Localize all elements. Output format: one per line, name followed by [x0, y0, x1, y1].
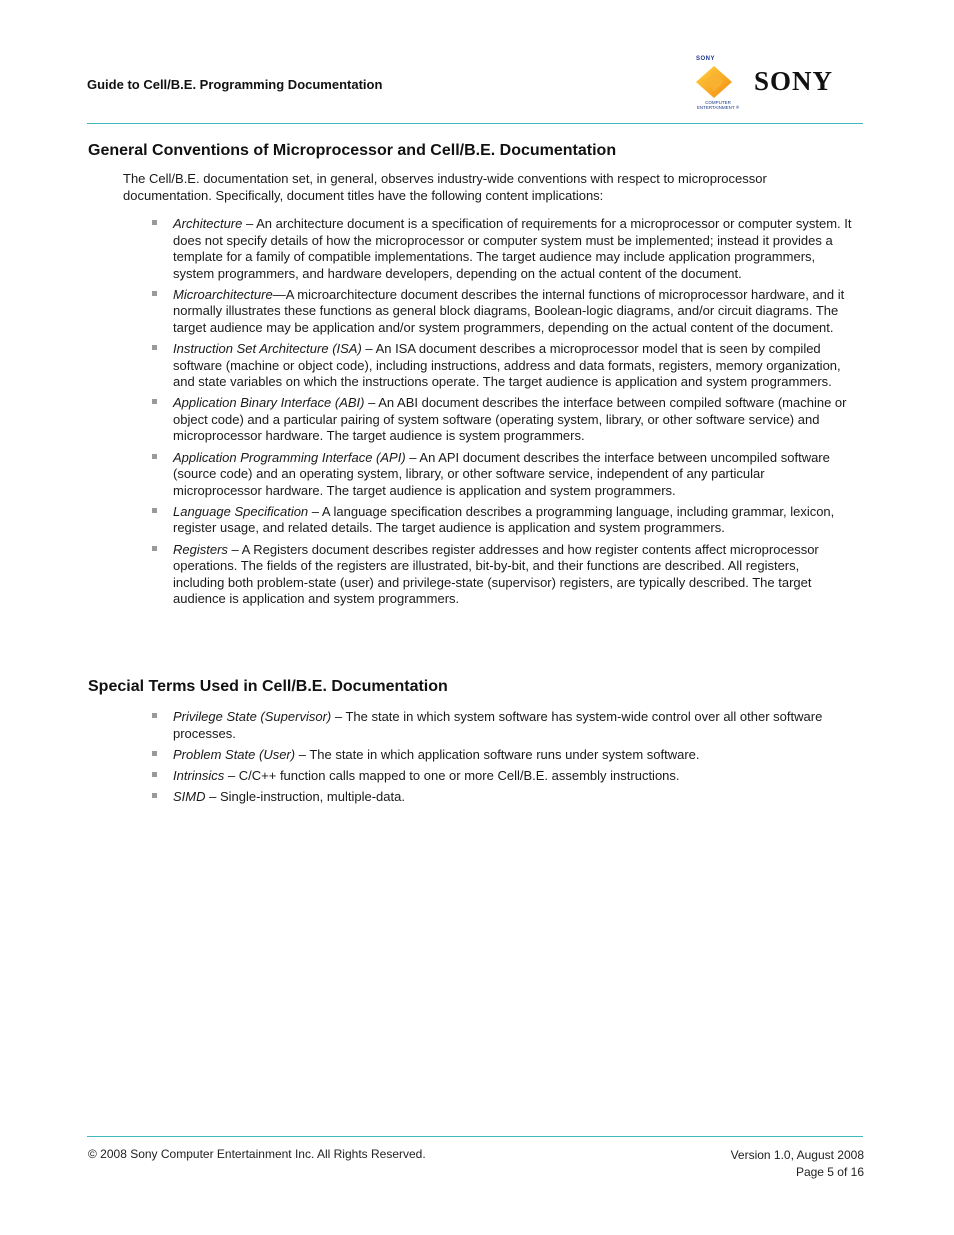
bullet-icon: [152, 220, 157, 225]
separator: –: [205, 789, 220, 805]
logo-area: [690, 54, 870, 114]
document-header-title: Guide to Cell/B.E. Programming Documentation: [87, 77, 383, 92]
bullet-icon: [152, 508, 157, 513]
definition: A microarchitecture document describes the internal functions of microprocessor hardware, and it normally illustrates these functions as general block diagrams, Boolean-logic diagrams, and/or circuit diagrams. The target audience may be application and/or system programmers, depending on the actual content of the document.: [173, 286, 845, 335]
bullet-icon: [152, 772, 157, 777]
separator: –: [405, 449, 420, 465]
bullet-icon: [152, 454, 157, 459]
bullet-icon: [152, 793, 157, 798]
definition: A Registers document describes register addresses and how register contents affect microprocessor operations. The fields of the registers are illustrated, bit-by-bit, and their functions are described. All registers, including both problem-state (user) and privilege-state (supervisor) registers, are typically described. The target audience is application and system programmers.: [173, 541, 819, 607]
footer-version: Version 1.0, August 2008: [730, 1148, 864, 1162]
definition: The state in which application software runs under system software.: [309, 746, 700, 762]
term: SIMD: [173, 789, 206, 805]
definition: An ISA document describes a microprocessor model that is seen by compiled software (machine or object code), including instructions, address and data formats, registers, memory organization, and state variables on which the instructions operate. The target audience is application and system programmers.: [173, 341, 841, 390]
list-item: [152, 542, 852, 608]
separator: –: [331, 709, 346, 724]
term: Microarchitecture: [173, 286, 273, 302]
separator: –: [295, 746, 310, 762]
list-item: [152, 768, 852, 785]
list-item: [152, 709, 852, 742]
definition: An API document describes the interface between uncompiled software (source code) and an operating system, library, or other software service, independent of any particular microprocessor hardware. The target audience is application and system programmers.: [173, 449, 830, 498]
header-rule: [87, 123, 863, 124]
definition: Single-instruction, multiple-data.: [219, 789, 405, 805]
term: Privilege State (Supervisor): [173, 709, 332, 724]
separator: –: [308, 503, 322, 519]
list-item: [152, 450, 852, 500]
bullet-icon: [152, 345, 157, 350]
term: Application Binary Interface (ABI): [173, 395, 365, 411]
sce-logo-subtitle: COMPUTER ENTERTAINMENT ®: [696, 100, 740, 110]
definition: An architecture document is a specification of requirements for a microprocessor or computer system. It does not specify details of how the microprocessor or computer system must be implemented; instead it provides a template for a family of compatible implementations. The target audience may include application programmers, system programmers, and hardware developers, depending on the actual content of the document.: [173, 216, 852, 281]
section-heading-conventions: General Conventions of Microprocessor and Cell/B.E. Documentation: [88, 142, 617, 159]
list-item: [152, 747, 852, 764]
term: Language Specification: [173, 503, 309, 519]
term: Intrinsics: [173, 768, 225, 784]
term: Registers: [173, 541, 228, 557]
separator: –: [242, 216, 257, 231]
list-item: [152, 216, 852, 282]
section-heading-special-terms: Special Terms Used in Cell/B.E. Documentation: [88, 678, 448, 695]
separator: –: [227, 541, 242, 557]
footer-rule: [87, 1136, 863, 1137]
separator: –: [361, 341, 376, 357]
definition: C/C++ function calls mapped to one or more Cell/B.E. assembly instructions.: [238, 768, 680, 784]
list-item: [152, 395, 852, 445]
bullet-icon: [152, 399, 157, 404]
sce-logo-icon: [694, 64, 734, 100]
definition: The state in which system software has system-wide control over all other software processes.: [173, 709, 823, 741]
bullet-icon: [152, 291, 157, 296]
footer-copyright: © 2008 Sony Computer Entertainment Inc. All Rights Reserved.: [88, 1147, 426, 1161]
footer-page-number: Page 5 of 16: [795, 1165, 864, 1179]
conventions-list: [152, 216, 852, 613]
definition: A language specification describes a programming language, including grammar, lexicon, register usage, and related details. The target audience is application and system programmers.: [173, 503, 835, 536]
section-intro: The Cell/B.E. documentation set, in general, observes industry-wide conventions with respect to microprocessor documentation. Specifically, document titles have the following content implications:: [123, 171, 767, 203]
list-item: [152, 341, 852, 391]
footer-info: [731, 1147, 864, 1181]
list-item: [152, 504, 852, 537]
list-item: [152, 287, 852, 337]
sony-logo: SONY: [754, 66, 834, 96]
bullet-icon: [152, 546, 157, 551]
term: Problem State (User): [173, 746, 296, 762]
term: Application Programming Interface (API): [173, 449, 406, 465]
sce-logo-label: SONY: [696, 56, 716, 62]
term: Architecture: [173, 216, 243, 231]
list-item: [152, 789, 852, 806]
term: Instruction Set Architecture (ISA): [173, 341, 362, 357]
separator: –: [364, 395, 379, 411]
bullet-icon: [152, 751, 157, 756]
definition: An ABI document describes the interface between compiled software (machine or object code) and a particular pairing of system software (operating system, library, or other software service) and microprocessor hardware. The target audience is system programmers.: [173, 395, 847, 444]
separator: —: [272, 286, 286, 302]
special-terms-list: [152, 709, 852, 811]
bullet-icon: [152, 713, 157, 718]
separator: –: [224, 768, 239, 784]
